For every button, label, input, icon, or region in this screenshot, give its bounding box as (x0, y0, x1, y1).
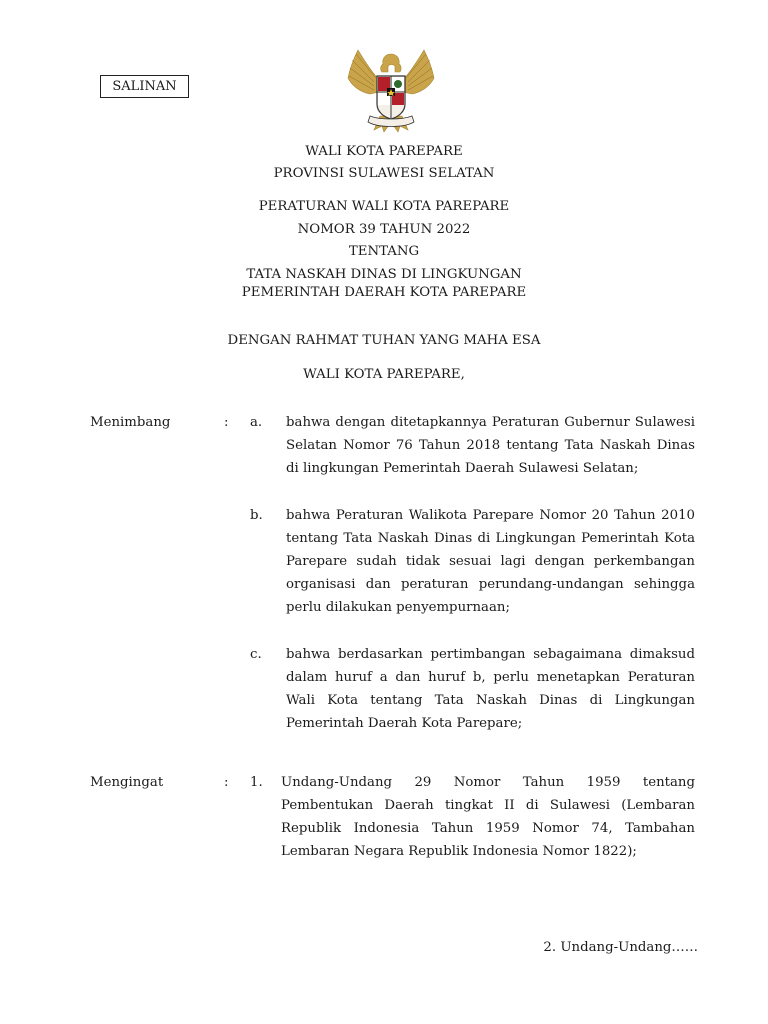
consideration-item: bahwa dengan ditetapkannya Peraturan Gubernur Sulawesi Selatan Nomor 76 Tahun 2018 tentang Tata Naskah Dinas di lingkungan Pemerintah Daerah Sulawesi Selatan; (286, 415, 695, 477)
issuer-title: WALI KOTA PAREPARE (305, 144, 463, 159)
province-title: PROVINSI SULAWESI SELATAN (273, 166, 495, 181)
item-marker: 1. (250, 775, 263, 790)
garuda-emblem-icon (344, 46, 438, 136)
mayor-line: WALI KOTA PAREPARE, (303, 367, 465, 382)
regulation-number: NOMOR 39 TAHUN 2022 (297, 222, 471, 237)
menimbang-colon: : (224, 415, 229, 430)
regulation-title: PERATURAN WALI KOTA PAREPARE (258, 199, 510, 214)
consideration-item: bahwa Peraturan Walikota Parepare Nomor 20 Tahun 2010 tentang Tata Naskah Dinas di Lingkungan Pemerintah Kota Parepare sudah tidak sesuai lagi dengan perkembangan organisasi dan peraturan perundang-undangan sehingga perlu dilakukan penyempurnaan; (286, 508, 695, 616)
item-marker: c. (250, 647, 262, 662)
subject-line-2: PEMERINTAH DAERAH KOTA PAREPARE (241, 285, 527, 300)
subject-line-1: TATA NASKAH DINAS DI LINGKUNGAN (246, 267, 522, 282)
blessing-line: DENGAN RAHMAT TUHAN YANG MAHA ESA (227, 333, 541, 348)
consideration-item: bahwa berdasarkan pertimbangan sebagaimana dimaksud dalam huruf a dan huruf b, perlu menetapkan Peraturan Wali Kota tentang Tata Naskah Dinas di Lingkungan Pemerintah Daerah Kota Parepare; (286, 647, 695, 732)
legal-basis-item: Undang-Undang 29 Nomor Tahun 1959 tentang Pembentukan Daerah tingkat II di Sulawesi (Lembaran Republik Indonesia Tahun 1959 Nomor 74, Tambahan Lembaran Negara Republik Indonesia Nomor 1822); (281, 775, 695, 860)
mengingat-colon: : (224, 775, 229, 790)
salinan-stamp: SALINAN (100, 75, 189, 98)
mengingat-label: Mengingat (90, 775, 164, 790)
item-marker: a. (250, 415, 263, 430)
menimbang-label: Menimbang (90, 415, 171, 430)
about-label: TENTANG (348, 244, 420, 259)
item-marker: b. (250, 508, 263, 523)
continuation-note: 2. Undang-Undang…… (543, 940, 698, 955)
